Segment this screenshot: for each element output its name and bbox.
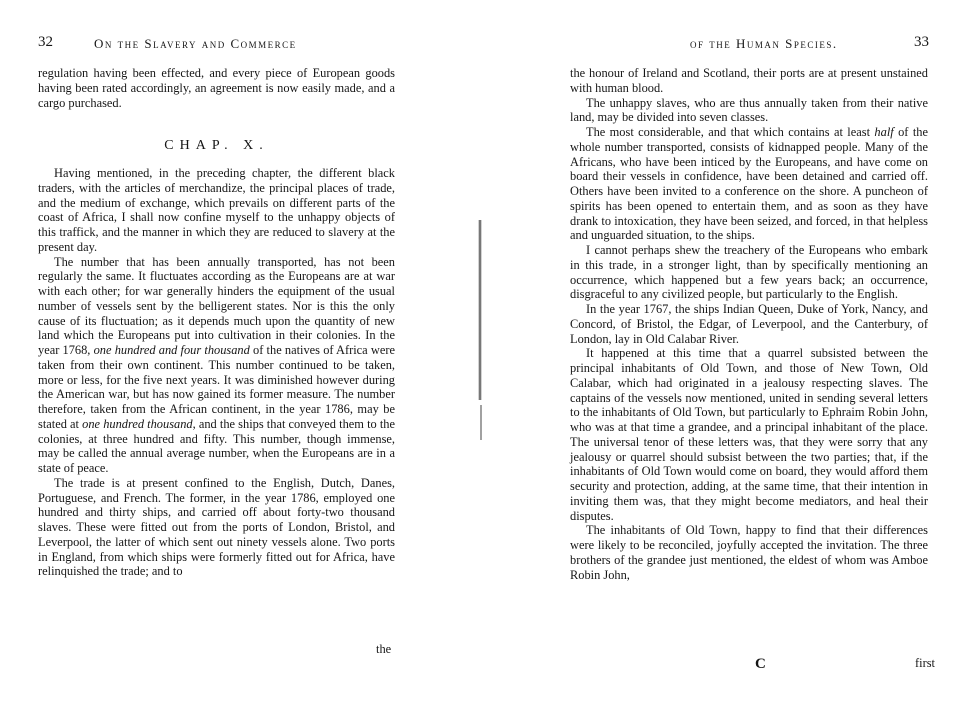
italic-phrase: one hundred and four thousand xyxy=(93,343,250,357)
text-run: The most considerable, and that which contains at least xyxy=(586,125,871,139)
left-page-header xyxy=(0,36,490,56)
right-body xyxy=(570,66,928,582)
left-page-number: 32 xyxy=(38,34,53,50)
left-running-head: On the Slavery and Commerce xyxy=(94,36,297,51)
text-run: , and the ships that conveyed them to the colonies, at three hundred and fifty. This number, though immense, may be called the annual average number, when the Europeans are in a state of peace. xyxy=(38,416,395,475)
italic-phrase: half xyxy=(874,125,894,139)
right-running-head: of the Human Species. xyxy=(690,36,838,51)
paragraph: The trade is at present confined to the English, Dutch, Danes, Portuguese, and French. The former, in the year 1786, employed one hundred and thirty ships, and carried off about forty-two thousand slaves. These were fitted out from the ports of London, Bristol, and Leverpool, the latter of which sent out ninety vessels alone. Two ports in England, from which ships were formerly fitted out for Africa, have relinquished the trade; and to xyxy=(38,475,395,579)
opening-paragraph: regulation having been effected, and every piece of European goods having been rated accordingly, an agreement is now easily made, and a cargo purchased. xyxy=(38,66,395,110)
right-page xyxy=(490,0,980,707)
signature-mark: C xyxy=(755,656,766,672)
gutter-shadow-lower xyxy=(480,405,482,440)
gutter-shadow xyxy=(478,220,482,400)
text-run: The number that has been annually transported, has not been regularly the same. It fluctuates according as the Europeans are at war with each other; for war generally hinders the equipment of the usual number of vessels sent by the belligerent states. Nor is this the only cause of its fluctuation; as it depends much upon the quantity of new land which the Europeans put into cultivation in their colonies. In the year 1768, xyxy=(38,254,395,357)
left-catchword: the xyxy=(376,642,392,656)
right-page-header xyxy=(490,36,980,56)
paragraph: The unhappy slaves, who are thus annually taken from their native land, may be divided into seven classes. xyxy=(570,95,928,125)
chapter-heading: CHAP. X. xyxy=(164,138,269,153)
paragraph xyxy=(570,125,928,243)
paragraph: It happened at this time that a quarrel subsisted between the principal inhabitants of Old Town, and those of New Town, Old Calabar, which had originated in a jealousy respecting slaves. The captains of the vessels now mentioned, united in sending several letters to the inhabitants of Old Town, but particularly to Ephraim Robin John, who was at that time a grandee, and a principal inhabitant of the place. The universal tenor of these letters was, that they were sorry that any jealousy or quarrel should subsist between the two parties; that, if the inhabitants of Old Town would come on board, they would afford them security and protection, adding, at the same time, that their intention in inviting them was, that they might become mediators, and heal their disputes. xyxy=(570,346,928,523)
paragraph: the honour of Ireland and Scotland, their ports are at present unstained with human blood. xyxy=(570,66,928,95)
left-opening-block xyxy=(38,66,395,110)
right-catchword: first xyxy=(915,656,935,670)
text-run: of the natives of Africa were taken from their own continent. This number continued to be taken, more or less, for the five next years. It was diminished however during the American war, but has now gained its former measure. The number therefore, taken from the African continent, in the year 1786, may be stated at xyxy=(38,343,395,431)
italic-phrase: one hundred thousand xyxy=(82,416,193,431)
paragraph: Having mentioned, in the preceding chapter, the different black traders, with the articles of merchandize, the principal places of trade, and the medium of exchange, which prevails on different parts of the coast of Africa, I shall now confine myself to the unhappy objects of this traffick, and the manner in which they are reduced to slavery at the present day. xyxy=(38,166,395,254)
text-run: of the whole number transported, consists of kidnapped people. Many of the Africans, who have been inticed by the Europeans, and have come on board their vessels in confidence, have been detained and carried off. Others have been invited to a conference on the shore. A puncheon of spirits has been opened to entertain them, and as soon as they have drank to intoxication, they have been seized, and forced, in that helpless and unguarded situation, to the ships. xyxy=(570,125,928,243)
paragraph xyxy=(38,255,395,476)
paragraph: In the year 1767, the ships Indian Queen, Duke of York, Nancy, and Concord, of Bristol, the Edgar, of Leverpool, and the Canterbury, of London, lay in Old Calabar River. xyxy=(570,302,928,346)
right-page-number: 33 xyxy=(914,34,929,50)
left-body xyxy=(38,166,395,579)
paragraph: I cannot perhaps shew the treachery of the Europeans who embark in this trade, in a stronger light, than by specifically mentioning an occurrence, which happened but a few years back; an occurrence, disgraceful to any civilized people, but particularly to the English. xyxy=(570,243,928,302)
paragraph: The inhabitants of Old Town, happy to find that their differences were likely to be reconciled, joyfully accepted the invitation. The three brothers of the grandee just mentioned, the eldest of whom was Amboe Robin John, xyxy=(570,523,928,582)
